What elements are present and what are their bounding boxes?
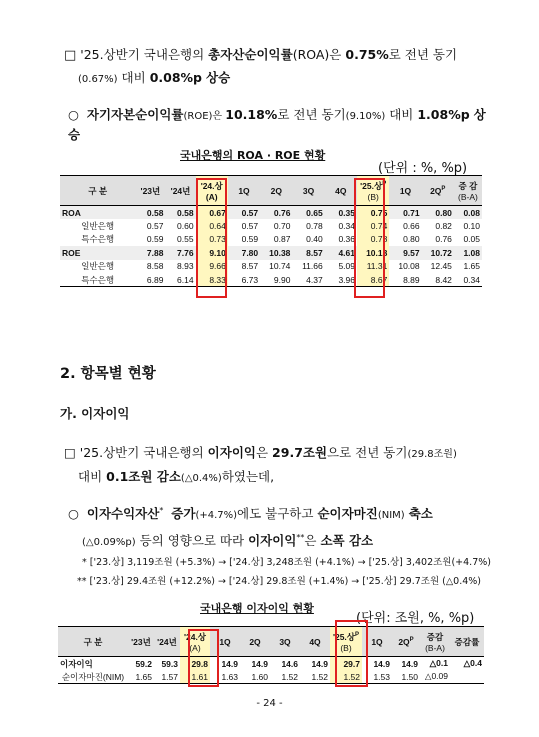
table-cell: 1.61 (180, 670, 210, 684)
interest-income-table: 구 분 '23년 '24년 '24.상 (A) 1Q 2Q 3Q 4Q '25.상$^P$ (B) 1Q $2Q^P$ 증감 (B-A) 증감률 이자이익 59.2 59.3 29.8 14.9 14.9 14.6 14.9 29.7 14.9 14.9 △0.1 △0.4 순이자마진(NIM) 1.65 1.57 1.61 1.63 1.60 1.52 1.52 1.52 1.53 1.50 △0.09 (58, 626, 484, 684)
roe-paragraph: ○ 자기자본순이익률(ROE)은 10.18%로 전년 동기(9.10%) 대비 1.08%p 상승 (68, 107, 486, 142)
table-cell: 0.80 (403, 234, 420, 245)
table-cell: 10.74 (269, 261, 291, 272)
table-cell: 0.65 (292, 206, 324, 220)
roa-value: 0.75% (345, 47, 389, 62)
table-row (60, 206, 482, 220)
table-cell: 12.45 (430, 261, 452, 272)
table-cell: 10.18 (357, 246, 389, 260)
table-cell: 14.9 (251, 658, 268, 669)
col-header-label: 구 분 (60, 176, 135, 206)
table-cell: 0.10 (463, 220, 480, 231)
table-cell: 8.58 (146, 261, 164, 272)
table-cell: 0.57 (241, 220, 259, 231)
table-row (58, 657, 484, 671)
table-cell: 14.6 (281, 658, 298, 669)
table-cell: 4.37 (292, 273, 324, 287)
row-label: ROE (60, 246, 135, 260)
table-cell: 0.82 (435, 220, 452, 231)
table-cell: 0.34 (454, 273, 482, 287)
table-cell: 0.70 (273, 220, 291, 231)
table-cell: 10.08 (398, 261, 420, 272)
table-cell: 9.57 (389, 246, 421, 260)
page-number: - 24 - (256, 698, 283, 709)
table-row (60, 233, 482, 247)
table-cell: 0.73 (196, 233, 228, 247)
table-cell: 8.67 (357, 273, 389, 287)
table-cell: 6.14 (165, 273, 195, 287)
table-cell: 9.10 (196, 246, 228, 260)
row-label: 일반은행 (81, 220, 115, 231)
section-title: 2. 항목별 현황 (60, 366, 156, 382)
table-cell: 11.31 (357, 260, 389, 274)
table-cell: 0.67 (196, 206, 228, 220)
table-cell: 1.65 (463, 261, 480, 272)
table-row (58, 670, 484, 684)
table1-unit: (단위 : %, %p) (378, 161, 468, 176)
table2-title: 국내은행 이자이익 현황 (200, 602, 314, 615)
table-cell: 11.66 (302, 261, 323, 272)
table-cell: 6.73 (228, 273, 260, 287)
row-label: 특수은행 (60, 273, 135, 287)
table-cell: 0.35 (325, 206, 357, 220)
table-cell: 0.05 (463, 234, 480, 245)
table-cell: △0.09 (420, 670, 450, 684)
table-cell: 0.76 (435, 234, 452, 245)
table-cell: 14.9 (221, 658, 238, 669)
table-cell: 1.52 (270, 670, 300, 684)
table-cell: 0.08 (454, 206, 482, 220)
table-row (60, 260, 482, 274)
table-row (60, 246, 482, 260)
table-cell: 8.93 (177, 261, 194, 272)
table-cell: 10.38 (260, 246, 292, 260)
table-cell: 8.42 (422, 273, 454, 287)
table-cell: 5.09 (338, 261, 355, 272)
table-cell: 0.57 (228, 206, 260, 220)
table-cell: 0.78 (357, 233, 389, 247)
roa-term: 총자산순이익률 (208, 47, 293, 62)
table-cell: 14.9 (373, 658, 390, 669)
table2-unit: (단위: 조원, %, %p) (356, 611, 475, 626)
table-cell: 0.58 (135, 206, 165, 220)
table-cell: 0.71 (389, 206, 421, 220)
table-cell: 59.3 (161, 658, 178, 669)
table-row (60, 273, 482, 287)
table-cell: 0.78 (306, 220, 323, 231)
table-cell: 10.72 (422, 246, 454, 260)
table-cell: 0.36 (338, 234, 355, 245)
circle-bullet: ○ (68, 107, 79, 122)
row-label: ROA (60, 206, 135, 220)
table-cell: 1.65 (128, 670, 154, 684)
table-cell: 1.08 (454, 246, 482, 260)
table-cell: △0.1 (429, 658, 448, 668)
table-cell: 0.58 (165, 206, 195, 220)
table-cell: 1.57 (154, 670, 180, 684)
table1-title: 국내은행의 ROA · ROE 현황 (180, 149, 326, 162)
table-cell: 14.9 (401, 658, 418, 669)
footnote-1: * ['23.상] 3,119조원 (+5.3%) → ['24.상] 3,248조원 (+4.1%) → ['25.상] 3,402조원(+4.7%) (82, 557, 491, 568)
table-cell: 4.61 (325, 246, 357, 260)
table-cell: 14.9 (311, 658, 328, 669)
interest-income-paragraph: □ '25.상반기 국내은행의 이자이익은 29.7조원으로 전년 동기(29.8조원) 대비 0.1조원 감소(△0.4%)하였는데, (64, 445, 457, 484)
table-cell: 0.80 (422, 206, 454, 220)
table-cell: 8.57 (241, 261, 259, 272)
table-cell: 0.55 (177, 234, 194, 245)
roe-value: 10.18% (225, 107, 278, 122)
square-bullet: □ (64, 48, 77, 63)
footnote-2: ** ['23.상] 29.4조원 (+12.2%) → ['24.상] 29.8조원 (+1.4%) → ['25.상] 29.7조원 (△0.4%) (77, 576, 481, 587)
table-cell (450, 670, 484, 684)
table-cell: 7.80 (228, 246, 260, 260)
table-cell: 0.34 (338, 220, 355, 231)
roa-paragraph: □ '25.상반기 국내은행의 총자산순이익률(ROA)은 0.75%로 전년 동기 (0.67%) 대비 0.08%p 상승 (64, 47, 458, 85)
table-cell: 1.50 (392, 670, 420, 684)
table-cell: 29.8 (180, 657, 210, 671)
table-cell: 9.66 (196, 260, 228, 274)
table-cell: 0.76 (260, 206, 292, 220)
table-cell: 1.52 (330, 670, 362, 684)
table-cell: 0.74 (357, 219, 389, 233)
table-cell: 1.63 (210, 670, 240, 684)
table-cell: 0.66 (403, 220, 420, 231)
table-cell: 0.59 (241, 234, 259, 245)
table-cell: 0.59 (146, 234, 164, 245)
table-cell: 7.76 (165, 246, 195, 260)
table-cell: 0.40 (306, 234, 323, 245)
row-label: 순이자마진(NIM) (58, 670, 128, 684)
table-cell: 3.96 (325, 273, 357, 287)
roa-roe-table: 구 분 '23년 '24년 '24.상 (A) 1Q 2Q 3Q 4Q '25.상$^P$ (B) 1Q $2Q^P$ 증 감 (B-A) ROA 0.58 0.58 0.67 0.57 0.76 0.65 0.35 0.75 0.71 0.80 0.08 일반은행 0.57 0.60 0.64 0.57 0.70 0.78 0.34 0.74 0.66 0.82 0.10 특수은행 0.59 0.55 0.73 0.59 0.87 0.40 0.36 0.78 0.80 0.76 0.05 ROE 7.88 7.76 9.10 7.80 10.38 8.57 4.61 10.18 9.57 10.72 1.08 일반은행 8.58 8.93 9.66 8.57 10.74 11.66 5.09 11.31 10.08 12.45 1.65 특수은행 6.89 6.14 8.33 6.73 9.90 4.37 3.96 8.67 8.89 8.42 0.34 (60, 175, 482, 287)
roe-term: 자기자본순이익률 (86, 107, 184, 122)
table-cell: 29.7 (330, 657, 362, 671)
table-cell: 0.57 (146, 220, 164, 231)
table-cell: 0.87 (273, 234, 291, 245)
row-label: 특수은행 (81, 234, 115, 245)
table-cell: 8.33 (196, 273, 228, 287)
table-cell: 0.64 (196, 219, 228, 233)
table-cell: 8.57 (292, 246, 324, 260)
table-cell: 9.90 (260, 273, 292, 287)
table-cell: 6.89 (135, 273, 165, 287)
table-cell: 7.88 (135, 246, 165, 260)
table-cell: 59.2 (135, 658, 152, 669)
table-cell: 0.75 (357, 206, 389, 220)
row-label: 일반은행 (81, 261, 115, 272)
table-cell: 1.53 (362, 670, 392, 684)
table-row (60, 219, 482, 233)
table-cell: 0.60 (177, 220, 194, 231)
subsection-title: 가. 이자이익 (60, 406, 130, 421)
table-cell: 1.52 (300, 670, 330, 684)
table-cell: △0.4 (463, 658, 482, 668)
row-label: 이자이익 (60, 658, 93, 669)
nim-paragraph: ○ 이자수익자산* 증가(+4.7%)에도 불구하고 순이자마진(NIM) 축소 (△0.09%p) 등의 영향으로 따라 이자이익**은 소폭 감소 (68, 506, 433, 549)
table-cell: 8.89 (389, 273, 421, 287)
table-cell: 1.60 (240, 670, 270, 684)
